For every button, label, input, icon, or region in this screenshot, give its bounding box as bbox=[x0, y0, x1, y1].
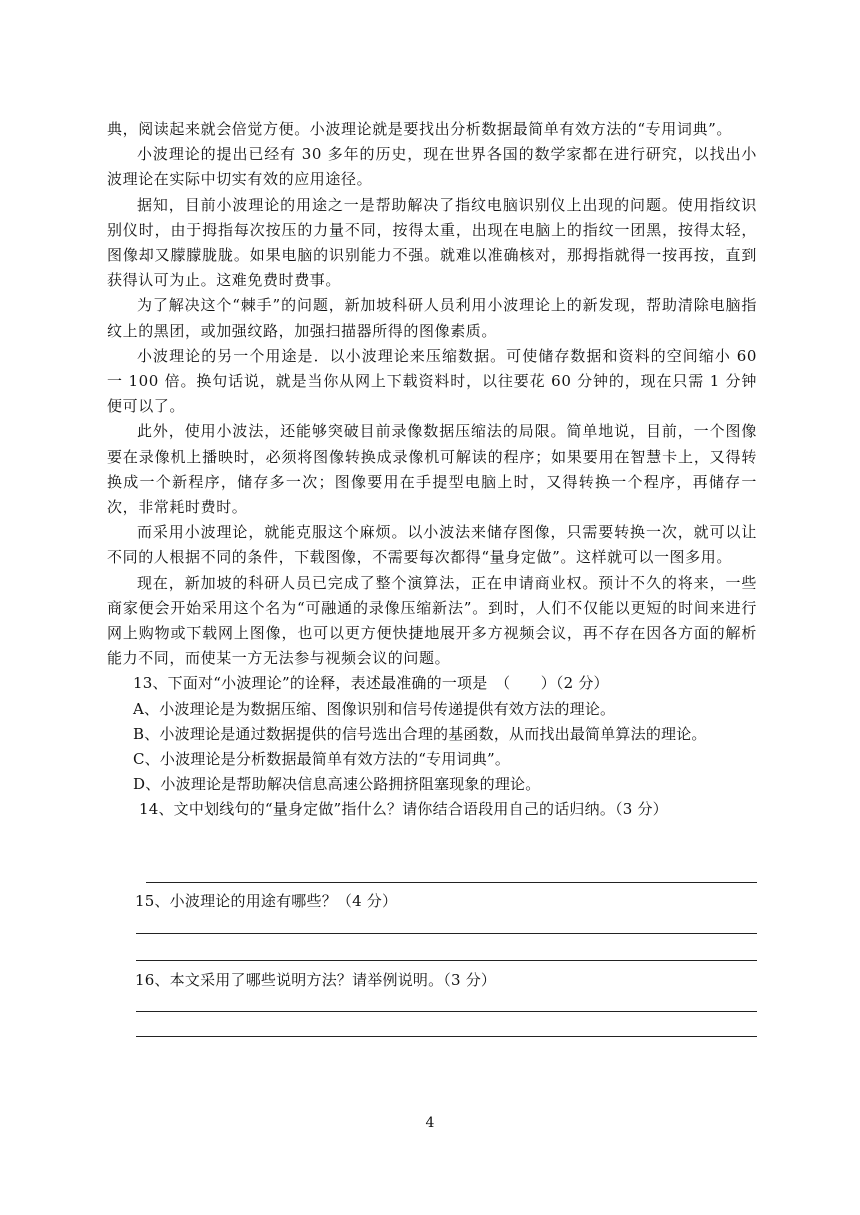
question-13-stem: 13、下面对“小波理论”的诠释，表述最准确的一项是 （ ）（2 分） bbox=[133, 674, 609, 693]
answer-line-16a[interactable] bbox=[136, 1011, 757, 1012]
reading-passage bbox=[107, 117, 757, 823]
paragraph-6: 此外，使用小波法，还能够突破目前录像数据压缩法的局限。简单地说，目前，一个图像要在录像机上播映时，必须将图像转换成录像机可解读的程序；如果要用在智慧卡上，又得转换成一个新程序，储存多一次；图像要用在手提型电脑上时，又得转换一个程序，再储存一次，非常耗时费时。 bbox=[107, 422, 757, 517]
answer-line-15b[interactable] bbox=[136, 960, 757, 961]
question-13-option-c: C、小波理论是分析数据最简单有效方法的“专用词典”。 bbox=[133, 750, 511, 769]
question-15: 15、小波理论的用途有哪些？（4 分） bbox=[135, 892, 398, 910]
question-16-block bbox=[107, 968, 757, 993]
paragraph-5: 小波理论的另一个用途是．以小波理论来压缩数据。可使储存数据和资料的空间缩小 60 一 100 倍。换句话说，就是当你从网上下载资料时，以往要花 60 分钟的，现在只需 1 分钟便可以了。 bbox=[107, 346, 757, 416]
paragraph-7: 而采用小波理论，就能克服这个麻烦。以小波法来储存图像，只需要转换一次，就可以让不同的人根据不同的条件，下载图像，不需要每次都得“量身定做”。这样就可以一图多用。 bbox=[107, 523, 757, 567]
paragraph-3: 据知，目前小波理论的用途之一是帮助解决了指纹电脑识别仪上出现的问题。使用指纹识别仪时，由于拇指每次按压的力量不同，按得太重，出现在电脑上的指纹一团黑，按得太轻，图像却又朦朦胧胧。如果电脑的识别能力不强。就难以准确核对，那拇指就得一按再按，直到获得认可为止。这难免费时费事。 bbox=[107, 195, 757, 290]
paragraph-1: 典，阅读起来就会倍觉方便。小波理论就是要找出分析数据最简单有效方法的“专用词典”。 bbox=[107, 120, 732, 138]
question-14: 14、文中划线句的“量身定做”指什么？请你结合语段用自己的话归纳。（3 分） bbox=[139, 800, 668, 819]
question-13-option-a: A、小波理论是为数据压缩、图像识别和信号传递提供有效方法的理论。 bbox=[133, 699, 616, 718]
question-13-option-b: B、小波理论是通过数据提供的信号选出合理的基函数，从而找出最简单算法的理论。 bbox=[133, 724, 707, 743]
paragraph-8: 现在，新加坡的科研人员已完成了整个演算法，正在申请商业权。预计不久的将来，一些商家便会开始采用这个名为“可融通的录像压缩新法”。到时，人们不仅能以更短的时间来进行网上购物或下载网上图像，也可以更方便快捷地展开多方视频会议，再不存在因各方面的解析能力不同，而使某一方无法参与视频会议的问题。 bbox=[107, 573, 757, 668]
page-number: 4 bbox=[425, 1115, 435, 1131]
paragraph-2: 小波理论的提出已经有 30 多年的历史，现在世界各国的数学家都在进行研究，以找出小波理论在实际中切实有效的应用途径。 bbox=[107, 145, 757, 189]
question-15-block bbox=[107, 889, 757, 914]
answer-line-16b[interactable] bbox=[136, 1036, 757, 1037]
paragraph-4: 为了解决这个“棘手”的问题，新加坡科研人员利用小波理论上的新发现，帮助清除电脑指纹上的黑团，或加强纹路，加强扫描器所得的图像素质。 bbox=[107, 296, 757, 340]
question-13-option-d: D、小波理论是帮助解决信息高速公路拥挤阻塞现象的理论。 bbox=[133, 775, 541, 794]
question-16: 16、本文采用了哪些说明方法？请举例说明。（3 分） bbox=[135, 971, 497, 989]
answer-line-14[interactable] bbox=[146, 882, 757, 883]
answer-line-15a[interactable] bbox=[136, 933, 757, 934]
